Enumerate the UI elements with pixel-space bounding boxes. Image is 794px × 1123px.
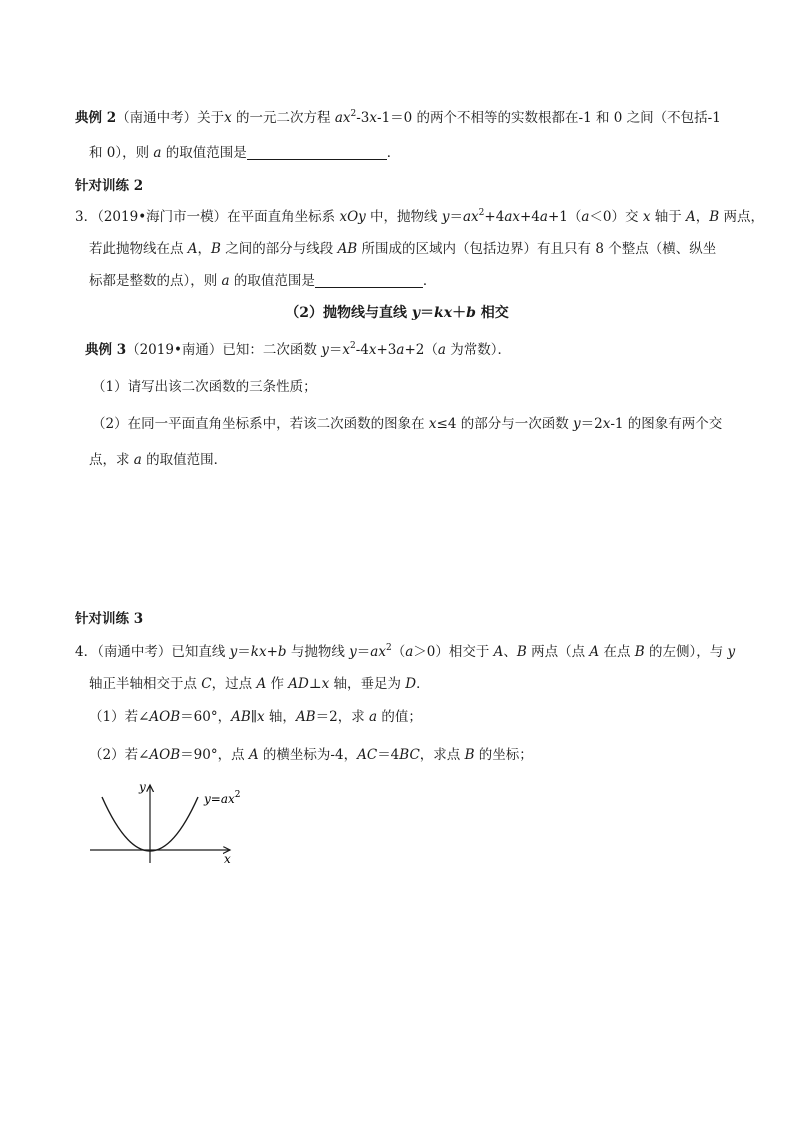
math-var: y [441, 209, 450, 225]
answer-blank[interactable] [315, 273, 423, 288]
text: ＝ [356, 644, 371, 660]
text: （2）抛物线与直线 [285, 305, 412, 321]
text: 标都是整数的点），则 [89, 273, 222, 289]
text: 的值； [377, 709, 422, 725]
question-4-line-1 [75, 643, 735, 661]
text: 两点， [719, 209, 764, 225]
text: ． [386, 145, 401, 161]
math-var: ax [504, 209, 520, 225]
text: 在点 [599, 644, 635, 660]
text: 的取值范围是 [161, 145, 247, 161]
text: （1）若∠ [89, 709, 150, 725]
text: ＝ [237, 644, 251, 660]
math-var: x [368, 342, 377, 358]
math-var: a [153, 145, 162, 161]
text: +3 [376, 342, 397, 358]
text: 相交 [475, 305, 509, 321]
text: 3．（2019•海门市一模）在平面直角坐标系 [75, 209, 340, 225]
math-var: a [405, 644, 414, 660]
y-axis-label: y [139, 780, 146, 794]
text: 的坐标； [474, 747, 533, 763]
math-var: A [686, 209, 696, 225]
example-3-part-2-line-2 [89, 451, 227, 469]
example-2-line-1 [75, 109, 721, 127]
text: ≤4 的部分与一次函数 [436, 416, 573, 432]
question-3-line-1 [75, 208, 764, 226]
question-3-line-2 [89, 240, 716, 258]
text: 所围成的区域内（包括边界）有且只有 8 个整点（横、纵坐 [357, 241, 717, 257]
math-var: AB [231, 709, 251, 725]
math-var: B [516, 644, 527, 660]
x-axis-label: x [224, 852, 231, 866]
math-var: y [229, 644, 238, 660]
math-var: a [396, 342, 405, 358]
text: +4 [519, 209, 540, 225]
text: 的取值范围． [141, 452, 228, 468]
math-var: A [589, 644, 600, 660]
text: ⊥ [308, 676, 322, 692]
math-var: A [493, 644, 504, 660]
example-3-part-2-line-1 [92, 415, 722, 433]
text: （2）在同一平面直角坐标系中，若该二次函数的图象在 [92, 416, 429, 432]
text: 与抛物线 [286, 644, 350, 660]
training-2-heading: 针对训练 2 [75, 178, 144, 194]
text: -1＝0 的两个不相等的实数根都在-1 和 0 之间（不包括-1 [377, 110, 721, 126]
text: -3 [356, 110, 370, 126]
math-var: a [437, 342, 446, 358]
math-var: x [224, 110, 232, 126]
math-var: b [466, 305, 476, 321]
text: 轴于 [650, 209, 687, 225]
example-2-label: 典例 2 [75, 110, 117, 126]
text: 中，抛物线 [365, 209, 442, 225]
text: ＝ [449, 209, 463, 225]
text: 的横坐标为-4， [258, 747, 358, 763]
math-var: A [256, 676, 267, 692]
section-heading [0, 304, 794, 322]
text: ＝ [420, 305, 435, 321]
math-var: x [342, 342, 350, 358]
text: 点，求 [89, 452, 134, 468]
math-var: x [428, 416, 437, 432]
math-var: AB [337, 241, 358, 257]
question-4-line-2 [89, 675, 430, 693]
math-var: y [349, 644, 357, 660]
text: ，求点 [419, 747, 465, 763]
math-var: y [321, 342, 329, 358]
math-var: B [709, 209, 720, 225]
math-var: xOy [339, 209, 366, 225]
math-var: x [257, 709, 265, 725]
text: ＝90°，点 [180, 747, 249, 763]
math-var: y [411, 305, 421, 321]
math-var: C [201, 676, 212, 692]
example-3-part-1: （1）请写出该二次函数的三条性质； [92, 379, 317, 395]
superscript: 2 [350, 109, 357, 119]
math-var: B [211, 241, 221, 257]
answer-blank[interactable] [247, 145, 387, 160]
math-var: AD [288, 676, 309, 692]
text: 为常数）． [445, 342, 511, 358]
text: 轴正半轴相交于点 [89, 676, 202, 692]
math-var: AOB [149, 709, 181, 725]
text: （ [391, 644, 406, 660]
text: ， [197, 241, 212, 257]
text: +2（ [404, 342, 438, 358]
math-var: ax [370, 644, 386, 660]
text: ＝2 [580, 416, 603, 432]
math-var: a [369, 709, 378, 725]
text: ＝2，求 [315, 709, 369, 725]
math-var: ax [463, 209, 479, 225]
text: 两点（点 [526, 644, 590, 660]
question-4-part-2 [89, 746, 533, 764]
math-var: A [248, 747, 259, 763]
text: ，过点 [211, 676, 257, 692]
math-var: BC [399, 747, 420, 763]
text: 的一元二次方程 [231, 110, 335, 126]
text: ， [695, 209, 710, 225]
text: +4 [484, 209, 505, 225]
text: ＜0）交 [589, 209, 643, 225]
math-var: AOB [149, 747, 181, 763]
text: 4．（南通中考）已知直线 [75, 644, 230, 660]
math-var: x [342, 110, 351, 126]
question-3-line-3 [89, 272, 436, 290]
superscript: 2 [349, 341, 356, 351]
math-var: a [334, 110, 343, 126]
text: 轴，垂足为 [329, 676, 406, 692]
math-var: kx [250, 644, 267, 660]
text: ＋ [452, 305, 467, 321]
parabola-figure [85, 775, 255, 870]
text: （2019•南通）已知：二次函数 [126, 342, 322, 358]
text: （2）若∠ [89, 747, 150, 763]
example-3-line-1 [85, 341, 511, 359]
example-2-line-2 [89, 144, 400, 162]
text: 、 [503, 644, 517, 660]
curve-label [203, 790, 241, 806]
text: ＝4 [377, 747, 400, 763]
text: （南通中考）关于 [116, 110, 225, 126]
example-3-label: 典例 3 [85, 342, 127, 358]
text: ＝60°， [180, 709, 232, 725]
math-var: B [634, 644, 645, 660]
text: 若此抛物线在点 [89, 241, 188, 257]
math-var: y [727, 644, 736, 660]
math-var: A [187, 241, 198, 257]
math-var: a [539, 209, 548, 225]
superscript: 2 [478, 208, 485, 218]
math-var: a [221, 273, 230, 289]
math-var: a [581, 209, 590, 225]
math-var: a [133, 452, 142, 468]
math-var: x [369, 110, 378, 126]
curve-label-text: y=ax [204, 792, 235, 806]
text: ＞0）相交于 [413, 644, 494, 660]
training-3-heading: 针对训练 3 [75, 611, 144, 627]
math-var: x [321, 676, 330, 692]
text: ∥ [250, 709, 258, 725]
math-var: y [573, 416, 581, 432]
math-var: B [464, 747, 475, 763]
text: ． [422, 273, 437, 289]
superscript: 2 [385, 643, 392, 653]
text: 之间的部分与线段 [220, 241, 338, 257]
math-var: AB [295, 709, 316, 725]
math-var: x [642, 209, 651, 225]
text: 轴， [264, 709, 296, 725]
math-var: AC [357, 747, 378, 763]
text: 的取值范围是 [229, 273, 315, 289]
text: 作 [266, 676, 289, 692]
math-var: x [602, 416, 611, 432]
math-var: b [277, 644, 287, 660]
text: ． [416, 676, 430, 692]
text: -4 [355, 342, 369, 358]
curve-label-sup: 2 [234, 790, 241, 800]
text: -1 的图象有两个交 [610, 416, 723, 432]
text: 和 0），则 [89, 145, 154, 161]
text: ＝ [328, 342, 343, 358]
text: +1（ [547, 209, 582, 225]
question-4-part-1 [89, 708, 422, 726]
text: 的左侧），与 [644, 644, 728, 660]
math-var: D [405, 676, 417, 692]
text: + [266, 644, 278, 660]
math-var: kx [434, 305, 453, 321]
